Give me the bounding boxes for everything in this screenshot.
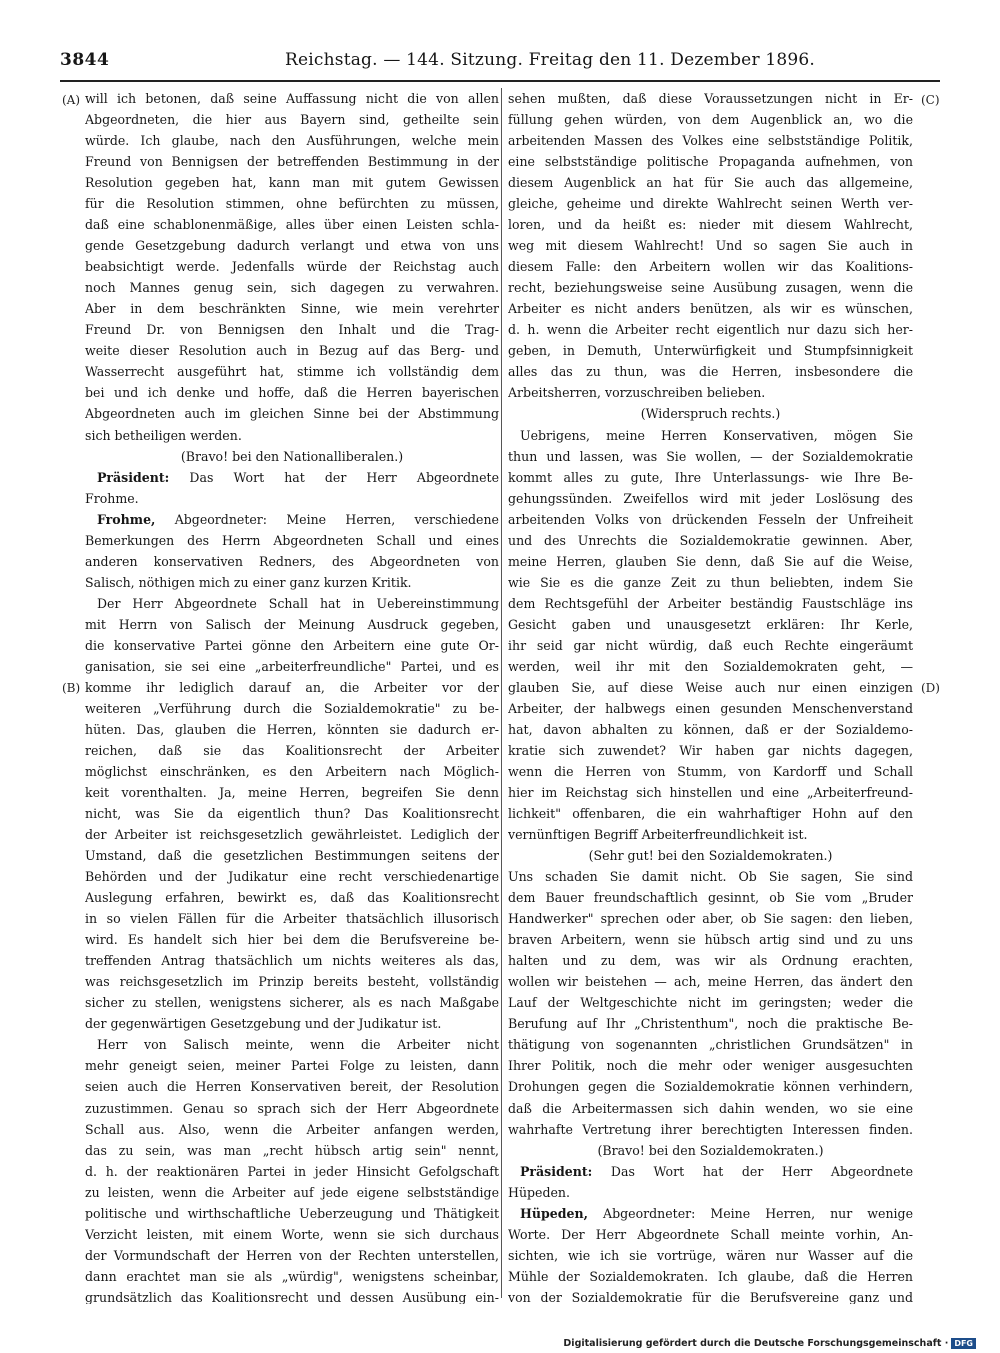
text-line: komme ihr lediglich darauf an, die Arbeiter vor der xyxy=(85,679,499,695)
text-line: Handwerker" sprechen oder aber, ob Sie sagen: den lieben, xyxy=(508,911,913,927)
text-line: bei und ich denke und hoffe, daß die Herren bayerischen xyxy=(85,385,499,401)
text-line: Resolution gegeben hat, kann man mit gutem Gewissen xyxy=(85,175,499,191)
text-line: halten und zu dem, was wir als Ordnung erachten, xyxy=(508,953,913,969)
text-line: weite dieser Resolution auch in Bezug auf das Berg- und xyxy=(85,343,499,359)
text-line: Freund von Bennigsen der betreffenden Bestimmung in der xyxy=(85,154,499,170)
text-line: sich betheiligen werden. xyxy=(85,427,242,443)
text-line: der Arbeiter ist reichsgesetzlich gewährleistet. Lediglich der xyxy=(85,827,499,843)
text-line: Behörden und der Judikatur eine recht verschiedenartige xyxy=(85,869,499,885)
text-line: Verzicht leisten, mit einem Worte, wenn sie sich durchaus xyxy=(85,1226,499,1242)
page-header xyxy=(60,50,940,80)
text-line: Arbeitsherren, vorzuschreiben belieben. xyxy=(508,385,766,401)
text-line: wie Sie es die ganze Zeit zu thun beliebten, indem Sie xyxy=(508,574,913,590)
column-divider xyxy=(501,88,502,1298)
speaker-name: Präsident: xyxy=(520,1163,593,1179)
text-line: zu leisten, wenn die Arbeiter auf jede eigene selbstständige xyxy=(85,1184,499,1200)
text-line: Frohme, Abgeordneter: Meine Herren, verschiedene xyxy=(97,511,499,527)
text-line: diesem Augenblick an hat für Sie auch das allgemeine, xyxy=(508,175,913,191)
text-line: Abgeordneten, die hier aus Bayern sind, getheilte sein xyxy=(85,112,499,128)
text-line: Wasserrecht ausgeführt hat, stimme ich vollständig dem xyxy=(85,364,499,380)
text-line: Der Herr Abgeordnete Schall hat in Uebereinstimmung xyxy=(97,595,499,611)
text-line: treffenden Antrag thatsächlich um nichts weiteres als das, xyxy=(85,953,499,969)
text-line: anderen konservativen Redners, des Abgeordneten von xyxy=(85,553,499,569)
text-line: möglichst einschränken, es den Arbeitern nach Möglich- xyxy=(85,764,499,779)
text-line: Hüpeden, Abgeordneter: Meine Herren, nur wenige xyxy=(520,1205,913,1221)
text-line: ganisation, sie sei eine „arbeiterfreundliche" Partei, und es xyxy=(85,658,499,674)
text-line: hier im Reichstag sich hinstellen und eine „Arbeiterfreund- xyxy=(508,785,913,801)
text-line: Worte. Der Herr Abgeordnete Schall meinte vorhin, An- xyxy=(508,1226,913,1242)
text-line: beabsichtigt werde. Jedenfalls würde der Reichstag auch xyxy=(85,259,499,275)
text-line: zuzustimmen. Genau so sprach sich der Herr Abgeordnete xyxy=(85,1100,499,1116)
interjection-line: (Bravo! bei den Sozialdemokraten.) xyxy=(597,1142,824,1158)
text-line: wird. Es handelt sich hier bei dem die Berufsvereine be- xyxy=(85,932,499,948)
text-line: Freund Dr. von Bennigsen den Inhalt und die Trag- xyxy=(85,322,499,338)
text-line: mehr geneigt seien, meiner Partei Folge zu leisten, dann xyxy=(85,1058,499,1074)
text-line: Frohme. xyxy=(85,490,139,506)
text-line: keit vorenthalten. Ja, meine Herren, begreifen Sie denn xyxy=(85,785,499,801)
text-line: Hüpeden. xyxy=(508,1184,571,1200)
text-line: grundsätzlich das Koalitionsrecht und dessen Ausübung ein- xyxy=(85,1289,499,1304)
text-line: loren, und da heißt es: nieder mit diesem Wahlrecht, xyxy=(508,217,913,233)
text-line: arbeitenden Massen des Volkes eine selbstständige Politik, xyxy=(508,133,913,149)
text-line: wenn die Herren von Stumm, von Kardorff und Schall xyxy=(508,764,913,779)
margin-marker-b: (B) xyxy=(62,681,81,695)
text-line: diesem Falle: den Arbeitern wollen wir das Koalitions- xyxy=(508,259,913,275)
text-line: daß die Arbeitermassen sich dahin wenden, wo sie eine xyxy=(508,1100,913,1116)
text-line: Arbeiter, der halbwegs einen gesunden Menschenverstand xyxy=(508,700,913,716)
text-line: Aber in dem beschränkten Sinne, wie mein verehrter xyxy=(85,301,499,317)
text-line: dem Rechtsgefühl der Arbeiter beständig Faustschläge ins xyxy=(508,595,913,611)
text-line: Salisch, nöthigen mich zu einer ganz kurzen Kritik. xyxy=(85,574,412,590)
text-line: wollen wir beistehen — ach, meine Herren, das ändert den xyxy=(508,974,913,990)
text-line: reichen, daß sie das Koalitionsrecht der Arbeiter xyxy=(85,742,499,758)
running-title: Reichstag. — 144. Sitzung. Freitag den 11. Dezember 1896. xyxy=(285,50,816,70)
text-line: hüten. Das, glauben die Herren, könnten sie dadurch er- xyxy=(85,721,499,737)
text-line: weg mit diesem Wahlrecht! Und so sagen Sie auch in xyxy=(508,238,913,254)
text-line: will ich betonen, daß seine Auffassung nicht die von allen xyxy=(85,91,499,106)
text-line: hat, davon abhalten zu können, daß er der Sozialdemo- xyxy=(508,721,913,737)
text-line: seien auch die Herren Konservativen bereit, der Resolution xyxy=(85,1079,499,1095)
text-line: Mühle der Sozialdemokraten. Ich glaube, daß die Herren xyxy=(508,1268,913,1284)
text-line: und des Unrechts die Sozialdemokratie gewinnen. Aber, xyxy=(508,532,913,548)
interjection-line: (Widerspruch rechts.) xyxy=(640,406,781,422)
footer xyxy=(563,1338,976,1349)
text-line: Arbeiter es nicht anders benützen, als wir es wünschen, xyxy=(508,301,913,317)
text-line: alles das zu thun, was die Herren, insbesondere die xyxy=(508,364,913,380)
text-line: sicher zu stellen, wenigstens sicherer, als es nach Maßgabe xyxy=(85,995,499,1011)
text-line: noch Mannes genug sein, sich dagegen zu verwahren. xyxy=(85,280,499,296)
text-line: der gegenwärtigen Gesetzgebung und der Judikatur ist. xyxy=(85,1016,442,1032)
text-column-right xyxy=(508,88,913,1304)
text-line: vernünftigen Begriff Arbeiterfreundlichkeit ist. xyxy=(508,827,808,843)
text-line: sehen mußten, daß diese Voraussetzungen nicht in Er- xyxy=(508,91,913,106)
margin-marker-c: (C) xyxy=(921,93,940,107)
margin-marker-a: (A) xyxy=(62,93,81,107)
text-line: Berufung auf Ihr „Christenthum", noch die praktische Be- xyxy=(508,1016,913,1032)
text-line: gehungssünden. Zweifellos wird mit jeder Loslösung des xyxy=(508,490,913,506)
text-line: Schall aus. Also, wenn die Arbeiter anfangen werden, xyxy=(85,1121,499,1137)
text-line: dem Bauer freundschaftlich gesinnt, ob Sie vom „Bruder xyxy=(508,890,913,906)
speaker-name: Frohme, xyxy=(97,511,156,527)
interjection-line: (Bravo! bei den Nationalliberalen.) xyxy=(180,448,404,464)
text-line: Drohungen gegen die Sozialdemokratie können verhindern, xyxy=(508,1079,913,1095)
text-line: thätigung von sogenannten „christlichen Grundsätzen" in xyxy=(508,1037,913,1053)
text-line: d. h. wenn die Arbeiter recht eigentlich nur dazu sich her- xyxy=(508,322,913,338)
text-line: politische und wirthschaftliche Ueberzeugung und Thätigkeit xyxy=(85,1205,499,1221)
text-line: d. h. der reaktionären Partei in jeder Hinsicht Gefolgschaft xyxy=(85,1163,499,1179)
text-line: Ihrer Politik, noch die mehr oder weniger ausgesuchten xyxy=(508,1058,913,1074)
text-line: dann erachtet man sie als „würdig", wenigstens scheinbar, xyxy=(85,1268,499,1284)
text-line: der Vormundschaft der Herren von der Rechten unterstellen, xyxy=(85,1247,499,1263)
text-line: von der Sozialdemokratie für die Berufsvereine ganz und xyxy=(508,1289,913,1304)
text-line: Präsident: Das Wort hat der Herr Abgeordnete xyxy=(97,469,499,485)
text-column-left xyxy=(85,88,499,1304)
text-line: weiteren „Verführung durch die Sozialdemokratie" zu be- xyxy=(85,700,499,716)
text-line: braven Arbeitern, wenn sie hübsch artig sind und zu uns xyxy=(508,932,913,948)
text-line: kratie sich zuwendet? Wir haben gar nichts dagegen, xyxy=(508,742,913,758)
text-line: kommt alles zu gute, Ihre Unterlassungs- wie Ihre Be- xyxy=(508,469,913,485)
speaker-name: Präsident: xyxy=(97,469,170,485)
text-line: werden, weil ihr mit den Sozialdemokraten geht, — xyxy=(508,658,913,674)
dfg-logo: DFG xyxy=(951,1338,976,1349)
text-line: das zu sein, was man „recht hübsch artig sein" nennt, xyxy=(85,1142,499,1158)
text-line: Umstand, daß die gesetzlichen Bestimmungen seitens der xyxy=(85,848,499,864)
text-line: Lauf der Weltgeschichte nicht im geringsten; weder die xyxy=(508,995,913,1011)
text-line: in so vielen Fällen für die Arbeiter thatsächlich illusorisch xyxy=(85,911,499,927)
speaker-name: Hüpeden, xyxy=(520,1205,588,1221)
header-rule xyxy=(60,80,940,82)
interjection-line: (Sehr gut! bei den Sozialdemokraten.) xyxy=(588,848,833,864)
text-line: Abgeordneten auch im gleichen Sinne bei der Abstimmung xyxy=(85,406,499,422)
text-line: die konservative Partei gönne den Arbeitern eine gute Or- xyxy=(85,637,499,653)
text-line: Uns schaden Sie damit nicht. Ob Sie sagen, Sie sind xyxy=(508,869,913,885)
text-line: meine Herren, glauben Sie denn, daß Sie auf die Weise, xyxy=(508,553,913,569)
text-line: Präsident: Das Wort hat der Herr Abgeordnete xyxy=(520,1163,913,1179)
text-line: arbeitenden Volks von drückenden Fesseln der Unfreiheit xyxy=(508,511,913,527)
text-line: mit Herrn von Salisch der Meinung Ausdruck gegeben, xyxy=(85,616,499,632)
text-line: würde. Ich glaube, nach den Ausführungen, welche mein xyxy=(85,133,499,149)
text-line: geben, in Demuth, Unterwürfigkeit und Stumpfsinnigkeit xyxy=(508,343,913,359)
text-line: für die Resolution stimmen, ohne befürchten zu müssen, xyxy=(85,196,499,212)
text-line: thun und lassen, was Sie wollen, — der Sozialdemokratie xyxy=(508,448,913,464)
text-line: nicht, was Sie da eigentlich thun? Das Koalitionsrecht xyxy=(85,806,499,822)
text-line: was reichsgesetzlich im Prinzip bereits besteht, vollständig xyxy=(85,974,499,990)
text-line: lichkeit" offenbaren, die ein wahrhaftiger Hohn auf den xyxy=(508,806,913,822)
text-line: eine selbstständige politische Propaganda aufnehmen, von xyxy=(508,154,913,170)
text-line: sichten, wie ich sie vortrüge, wären nur Wasser auf die xyxy=(508,1247,913,1263)
text-line: Herr von Salisch meinte, wenn die Arbeiter nicht xyxy=(97,1037,499,1053)
text-line: Uebrigens, meine Herren Konservativen, mögen Sie xyxy=(520,427,913,443)
text-line: ihr seid gar nicht würdig, daß euch Rechte eingeräumt xyxy=(508,637,913,653)
text-line: wahrhafte Vertretung ihrer berechtigten Interessen finden. xyxy=(508,1121,913,1137)
text-line: Gesicht gaben und unausgesetzt erklären: Ihr Kerle, xyxy=(508,616,913,632)
text-line: Bemerkungen des Herrn Abgeordneten Schall und eines xyxy=(85,532,499,548)
text-line: recht, beziehungsweise seine Ausübung zusagen, wenn die xyxy=(508,280,913,296)
text-line: Auslegung erfahren, bewirkt es, daß das Koalitionsrecht xyxy=(85,890,499,906)
text-line: gleiche, geheime und direkte Wahlrecht seinen Werth ver- xyxy=(508,196,913,212)
text-line: daß eine schablonenmäßige, alles über einen Leisten schla- xyxy=(85,217,499,233)
margin-marker-d: (D) xyxy=(921,681,940,695)
text-line: füllung gehen würden, von dem Augenblick an, wo die xyxy=(508,112,913,128)
page-number: 3844 xyxy=(60,50,110,70)
text-line: gende Gesetzgebung dadurch verlangt und etwa von uns xyxy=(85,238,499,254)
footer-credit: Digitalisierung gefördert durch die Deutsche Forschungsgemeinschaft · xyxy=(563,1338,949,1349)
text-line: glauben Sie, auf diese Weise auch nur einen einzigen xyxy=(508,679,913,695)
